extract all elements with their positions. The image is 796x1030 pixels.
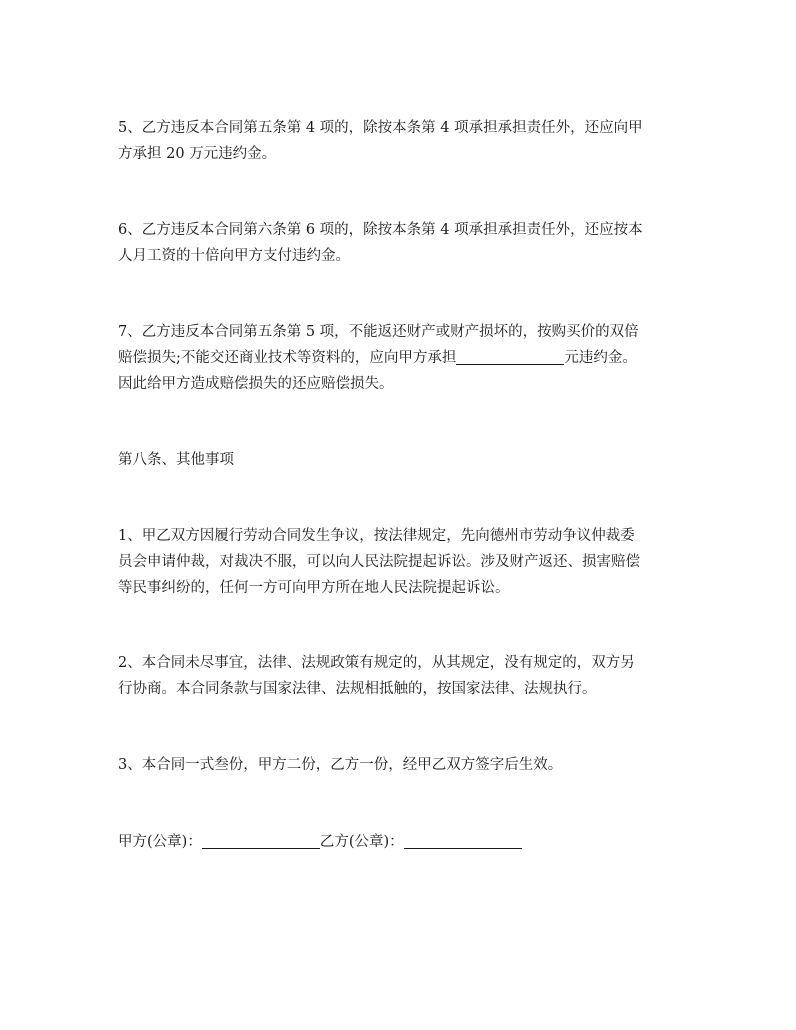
penalty-amount-blank [456,348,564,365]
signature-line [118,829,684,855]
article-8-item-3-line-1: 3、本合同一式叁份，甲方二份，乙方一份，经甲乙双方签字后生效。 [118,757,563,773]
clause-7 [118,319,684,397]
article-8-item-2-line-1: 2、本合同未尽事宜，法律、法规政策有规定的，从其规定，没有规定的，双方另 [118,655,635,671]
party-a-seal-label: 甲方(公章)： [118,834,202,850]
article-8-item-1-line-1: 1、甲乙双方因履行劳动合同发生争议，按法律规定，先向德州市劳动争议仲裁委 [118,528,635,544]
article-8-item-2 [118,650,684,702]
party-b-seal-blank [404,832,522,849]
clause-7-line-1: 7、乙方违反本合同第五条第 5 项，不能返还财产或财产损坏的，按购买价的双倍 [118,324,639,340]
article-8-item-1-line-3: 等民事纠纷的，任何一方可向甲方所在地人民法院提起诉讼。 [118,580,510,596]
clause-6 [118,217,684,269]
party-b-seal-label: 乙方(公章)： [319,834,404,850]
party-a-seal-blank [202,832,320,849]
article-8-heading-text: 第八条、其他事项 [118,452,234,468]
clause-5-line-2: 方承担 20 万元违约金。 [118,146,277,162]
article-8-heading [118,447,684,473]
clause-6-line-2: 人月工资的十倍向甲方支付违约金。 [118,248,350,264]
clause-7-line-2 [118,345,684,371]
clause-6-line-1: 6、乙方违反本合同第六条第 6 项的，除按本条第 4 项承担承担责任外，还应按本 [118,222,643,238]
clause-5-line-1: 5、乙方违反本合同第五条第 4 项的，除按本条第 4 项承担承担责任外，还应向甲 [118,120,643,136]
signature-line-content [118,829,684,855]
clause-7-line-2-text: 赔偿损失;不能交还商业技术等资料的，应向甲方承担 [118,350,457,366]
article-8-item-2-line-2: 行协商。本合同条款与国家法律、法规相抵触的，按国家法律、法规执行。 [118,681,597,697]
clause-7-line-3: 因此给甲方造成赔偿损失的还应赔偿损失。 [118,376,394,392]
article-8-item-1 [118,523,684,601]
clause-5 [118,115,684,167]
article-8-item-1-line-2: 员会申请仲裁，对裁决不服，可以向人民法院提起诉讼。涉及财产返还、损害赔偿 [118,554,640,570]
article-8-item-3 [118,752,684,778]
clause-7-line-2-suffix: 元违约金。 [564,350,637,366]
